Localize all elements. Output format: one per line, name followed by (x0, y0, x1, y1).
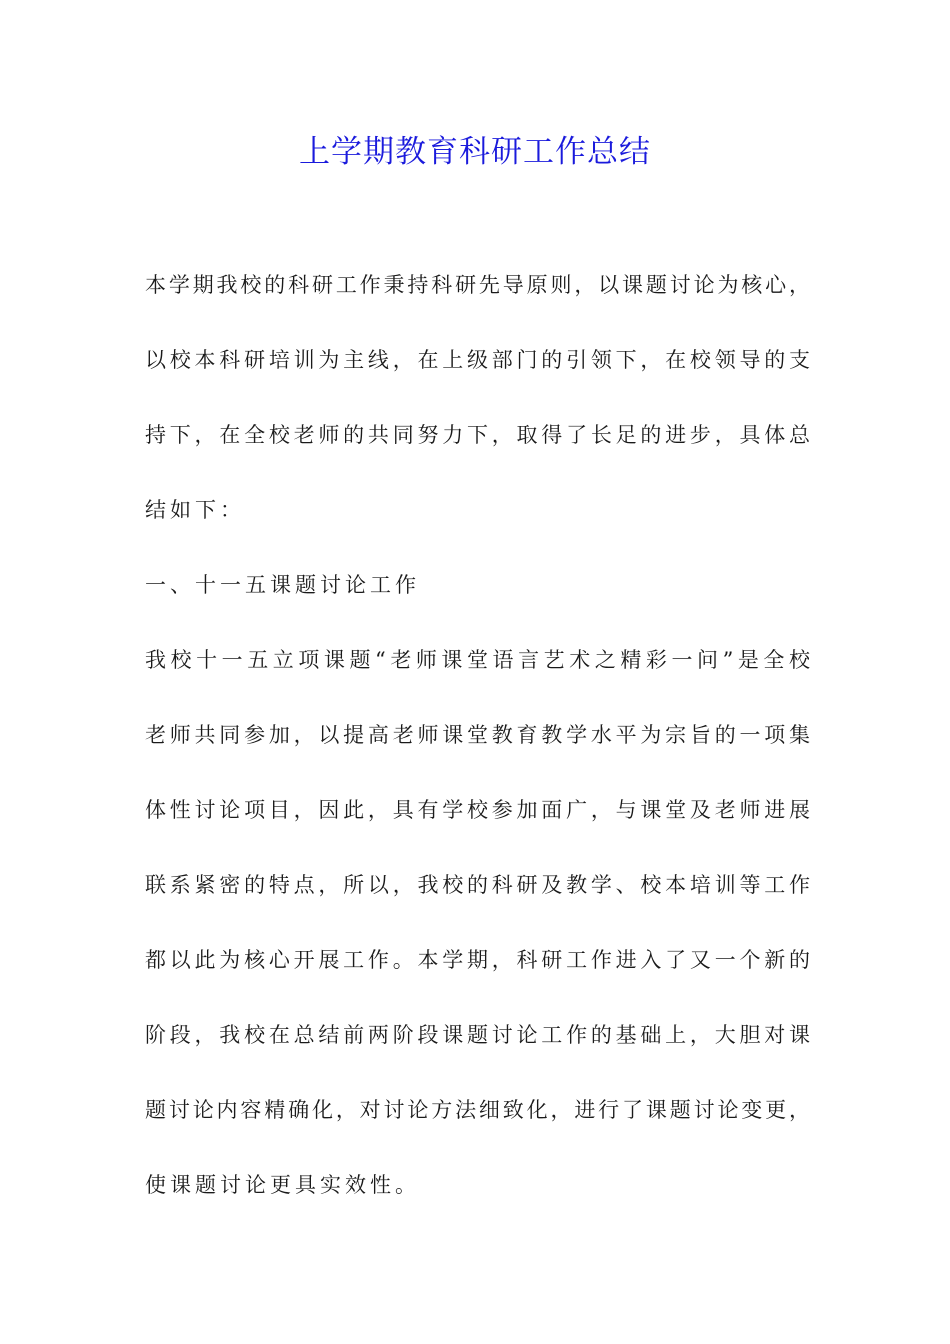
paragraph-line: 都以此为核心开展工作。本学期，科研工作进入了又一个新的 (145, 948, 810, 972)
paragraph-line: 体性讨论项目，因此，具有学校参加面广，与课堂及老师进展 (145, 798, 810, 822)
paragraph-line: 以校本科研培训为主线，在上级部门的引领下，在校领导的支 (145, 348, 810, 372)
paragraph-line: 持下，在全校老师的共同努力下，取得了长足的进步，具体总 (145, 423, 810, 447)
paragraph-line: 结如下： (145, 498, 245, 522)
document-title: 上学期教育科研工作总结 (299, 134, 651, 170)
section-heading: 一、十一五课题讨论工作 (145, 573, 420, 597)
paragraph-line: 联系紧密的特点，所以，我校的科研及教学、校本培训等工作 (145, 873, 810, 897)
paragraph-line: 使课题讨论更具实效性。 (145, 1173, 420, 1197)
paragraph-line: 阶段，我校在总结前两阶段课题讨论工作的基础上，大胆对课 (145, 1023, 810, 1047)
paragraph-line: 题讨论内容精确化，对讨论方法细致化，进行了课题讨论变更， (145, 1098, 810, 1122)
paragraph-line: 本学期我校的科研工作秉持科研先导原则，以课题讨论为核心， (145, 273, 810, 297)
paragraph-line: 老师共同参加，以提高老师课堂教育教学水平为宗旨的一项集 (145, 723, 810, 747)
paragraph-line: 我校十一五立项课题“老师课堂语言艺术之精彩一问”是全校 (145, 648, 810, 672)
